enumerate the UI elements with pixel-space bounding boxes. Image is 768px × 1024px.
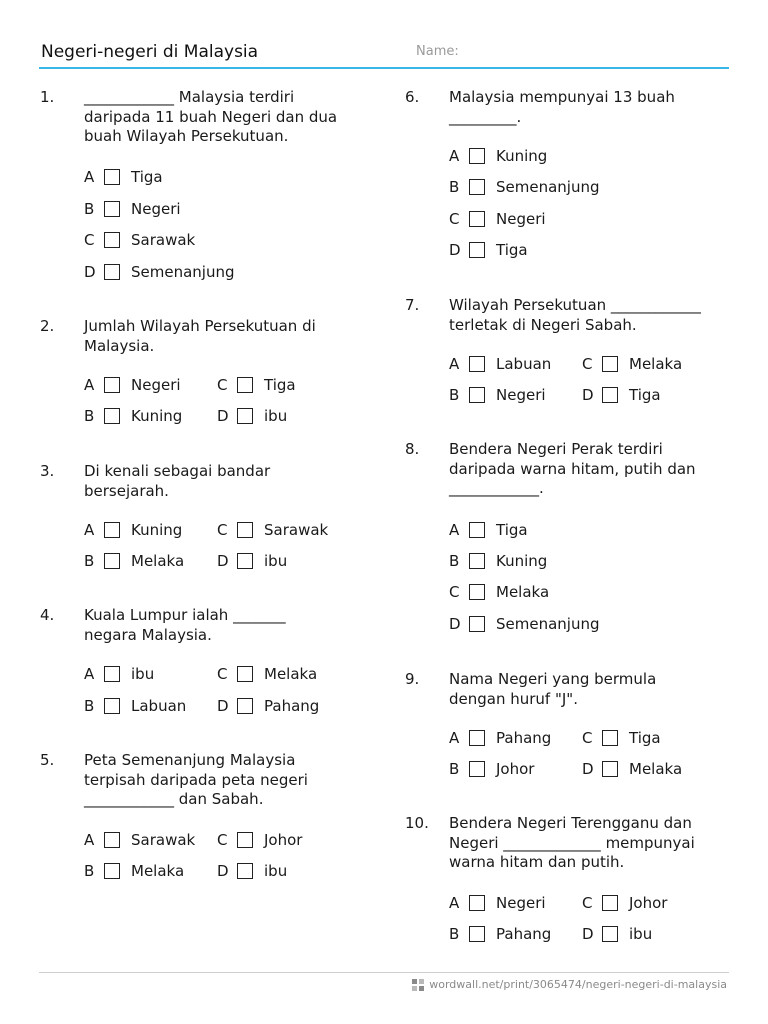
option-text: Melaka xyxy=(131,552,185,570)
question-number: 6. xyxy=(405,88,420,106)
option-text: Johor xyxy=(264,831,303,849)
question-number: 2. xyxy=(40,317,55,335)
option-letter: C xyxy=(582,355,593,373)
option-text: Melaka xyxy=(131,862,185,880)
checkbox[interactable] xyxy=(469,179,485,195)
checkbox[interactable] xyxy=(469,211,485,227)
question-text: Di kenali sebagai bandar bersejarah. xyxy=(84,462,271,500)
question-text: Malaysia mempunyai 13 buah _________. xyxy=(449,88,675,126)
checkbox[interactable] xyxy=(469,761,485,777)
option-letter: C xyxy=(217,376,228,394)
checkbox[interactable] xyxy=(104,698,120,714)
option-text: Sarawak xyxy=(264,521,329,539)
question-text: Peta Semenanjung Malaysia terpisah daripada peta negeri ____________ dan Sabah. xyxy=(84,751,308,808)
option-letter: B xyxy=(449,552,460,570)
option-letter: C xyxy=(84,231,95,249)
option-text: Negeri xyxy=(131,200,181,218)
option-letter: B xyxy=(84,407,95,425)
option-letter: B xyxy=(84,697,95,715)
checkbox[interactable] xyxy=(469,926,485,942)
checkbox[interactable] xyxy=(104,377,120,393)
option-text: Kuning xyxy=(496,147,548,165)
option-letter: C xyxy=(217,521,228,539)
option-text: Pahang xyxy=(496,925,552,943)
option-text: Negeri xyxy=(496,894,546,912)
option-letter: B xyxy=(449,760,460,778)
option-text: Tiga xyxy=(264,376,296,394)
option-text: Labuan xyxy=(131,697,187,715)
checkbox[interactable] xyxy=(104,408,120,424)
question-number: 4. xyxy=(40,606,55,624)
question-number: 9. xyxy=(405,670,420,688)
option-letter: C xyxy=(449,210,460,228)
footer-divider xyxy=(39,972,729,973)
option-text: Tiga xyxy=(131,168,163,186)
name-field-label: Name: xyxy=(416,44,459,59)
checkbox[interactable] xyxy=(469,387,485,403)
option-text: Tiga xyxy=(496,521,528,539)
question-text: Kuala Lumpur ialah _______ negara Malaysia. xyxy=(84,606,286,644)
option-text: ibu xyxy=(264,552,288,570)
option-text: Negeri xyxy=(496,386,546,404)
checkbox[interactable] xyxy=(602,356,618,372)
option-text: Melaka xyxy=(496,583,550,601)
question-number: 7. xyxy=(405,296,420,314)
option-text: Tiga xyxy=(629,729,661,747)
question-text: Nama Negeri yang bermula dengan huruf "J". xyxy=(449,670,657,708)
question-text: Wilayah Persekutuan ____________ terletak di Negeri Sabah. xyxy=(449,296,701,334)
option-text: Johor xyxy=(496,760,535,778)
checkbox[interactable] xyxy=(469,148,485,164)
option-letter: D xyxy=(84,263,96,281)
page-title: Negeri-negeri di Malaysia xyxy=(41,42,259,62)
option-letter: A xyxy=(449,729,460,747)
option-letter: D xyxy=(449,241,461,259)
option-text: ibu xyxy=(131,665,155,683)
checkbox[interactable] xyxy=(104,863,120,879)
checkbox[interactable] xyxy=(104,832,120,848)
option-text: Kuning xyxy=(131,521,183,539)
question-number: 5. xyxy=(40,751,55,769)
option-text: Semenanjung xyxy=(496,178,600,196)
option-letter: B xyxy=(449,386,460,404)
option-letter: B xyxy=(84,552,95,570)
checkbox[interactable] xyxy=(104,666,120,682)
option-letter: D xyxy=(582,760,594,778)
question-text: Bendera Negeri Perak terdiri daripada warna hitam, putih dan ____________. xyxy=(449,440,696,497)
option-letter: A xyxy=(84,376,95,394)
option-letter: D xyxy=(217,552,229,570)
option-text: Melaka xyxy=(264,665,318,683)
option-letter: B xyxy=(449,178,460,196)
checkbox[interactable] xyxy=(469,242,485,258)
option-text: Semenanjung xyxy=(496,615,600,633)
option-text: Kuning xyxy=(496,552,548,570)
option-text: Johor xyxy=(629,894,668,912)
checkbox[interactable] xyxy=(237,863,253,879)
option-letter: D xyxy=(217,407,229,425)
question-text: ____________ Malaysia terdiri daripada 11 buah Negeri dan dua buah Wilayah Persekutuan. xyxy=(84,88,338,145)
option-letter: D xyxy=(582,925,594,943)
option-text: ibu xyxy=(264,407,288,425)
footer xyxy=(412,978,727,991)
checkbox[interactable] xyxy=(104,201,120,217)
question-text: Jumlah Wilayah Persekutuan di Malaysia. xyxy=(84,317,316,355)
checkbox[interactable] xyxy=(237,666,253,682)
checkbox[interactable] xyxy=(237,553,253,569)
checkbox[interactable] xyxy=(104,232,120,248)
checkbox[interactable] xyxy=(237,522,253,538)
option-text: Pahang xyxy=(496,729,552,747)
option-text: Negeri xyxy=(131,376,181,394)
option-letter: D xyxy=(449,615,461,633)
checkbox[interactable] xyxy=(104,522,120,538)
option-text: ibu xyxy=(629,925,653,943)
option-letter: C xyxy=(217,831,228,849)
checkbox[interactable] xyxy=(602,387,618,403)
option-text: Tiga xyxy=(629,386,661,404)
option-letter: C xyxy=(582,894,593,912)
wordwall-logo-icon xyxy=(412,979,424,991)
question-number: 8. xyxy=(405,440,420,458)
footer-url[interactable]: wordwall.net/print/3065474/negeri-negeri-di-malaysia xyxy=(429,978,727,991)
worksheet-header xyxy=(39,42,729,69)
option-letter: B xyxy=(449,925,460,943)
question-number: 3. xyxy=(40,462,55,480)
checkbox[interactable] xyxy=(237,698,253,714)
question-text: Bendera Negeri Terengganu dan Negeri _____________ mempunyai warna hitam dan putih. xyxy=(449,814,695,871)
checkbox[interactable] xyxy=(469,616,485,632)
option-letter: C xyxy=(217,665,228,683)
checkbox[interactable] xyxy=(469,584,485,600)
checkbox[interactable] xyxy=(237,377,253,393)
option-text: Negeri xyxy=(496,210,546,228)
checkbox[interactable] xyxy=(469,522,485,538)
checkbox[interactable] xyxy=(602,926,618,942)
option-text: Tiga xyxy=(496,241,528,259)
option-text: Labuan xyxy=(496,355,552,373)
option-text: Sarawak xyxy=(131,231,196,249)
checkbox[interactable] xyxy=(602,895,618,911)
option-letter: A xyxy=(449,521,460,539)
checkbox[interactable] xyxy=(104,553,120,569)
checkbox[interactable] xyxy=(104,264,120,280)
option-letter: A xyxy=(449,894,460,912)
option-text: Kuning xyxy=(131,407,183,425)
option-text: Pahang xyxy=(264,697,320,715)
checkbox[interactable] xyxy=(104,169,120,185)
option-letter: C xyxy=(449,583,460,601)
option-text: Semenanjung xyxy=(131,263,235,281)
option-text: Melaka xyxy=(629,760,683,778)
option-letter: A xyxy=(449,355,460,373)
option-letter: B xyxy=(84,862,95,880)
checkbox[interactable] xyxy=(602,761,618,777)
option-letter: A xyxy=(449,147,460,165)
option-letter: A xyxy=(84,831,95,849)
option-letter: A xyxy=(84,168,95,186)
checkbox[interactable] xyxy=(469,895,485,911)
option-text: Sarawak xyxy=(131,831,196,849)
checkbox[interactable] xyxy=(469,730,485,746)
option-letter: D xyxy=(217,697,229,715)
question-number: 1. xyxy=(40,88,55,106)
option-text: Melaka xyxy=(629,355,683,373)
option-letter: A xyxy=(84,665,95,683)
option-letter: C xyxy=(582,729,593,747)
question-number: 10. xyxy=(405,814,429,832)
option-letter: D xyxy=(582,386,594,404)
checkbox[interactable] xyxy=(237,832,253,848)
option-letter: B xyxy=(84,200,95,218)
option-letter: D xyxy=(217,862,229,880)
checkbox[interactable] xyxy=(237,408,253,424)
checkbox[interactable] xyxy=(469,553,485,569)
option-text: ibu xyxy=(264,862,288,880)
checkbox[interactable] xyxy=(602,730,618,746)
option-letter: A xyxy=(84,521,95,539)
checkbox[interactable] xyxy=(469,356,485,372)
